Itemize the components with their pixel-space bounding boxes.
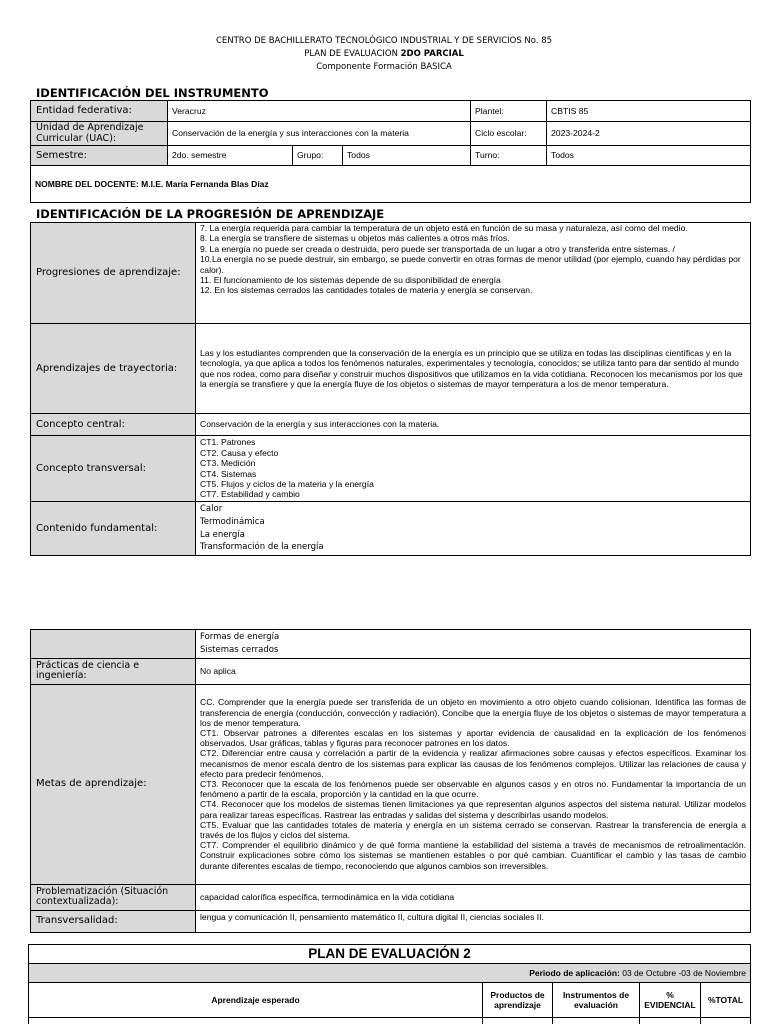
progresiones-label: Progresiones de aprendizaje: xyxy=(31,223,196,324)
instrumento-table xyxy=(30,100,751,203)
transversalidad-value: lengua y comunicación II, pensamiento matemático II, cultura digital II, ciencias sociales II. xyxy=(196,910,751,932)
plan-subtitle-partial: 2DO PARCIAL xyxy=(400,49,464,59)
col-evidencial: % EVIDENCIAL xyxy=(640,983,701,1018)
progresion-item: 9. La energía no puede ser creada o destruida, pero puede ser transportada de un lugar a otro y transferida entre sistemas. / xyxy=(200,243,675,254)
plan-cell xyxy=(483,1018,553,1024)
docente-name: M.I.E. María Fernanda Blas Díaz xyxy=(141,178,269,189)
problematizacion-label: Problematización (Situación contextualizada): xyxy=(31,884,196,910)
continuacion-table xyxy=(30,629,751,933)
plan-evaluacion-table xyxy=(28,944,751,1024)
turno-value: Todos xyxy=(547,146,751,166)
grupo-value: Todos xyxy=(343,146,471,166)
uac-label: Unidad de Aprendizaje Curricular (UAC): xyxy=(31,122,168,146)
practicas-value: No aplica xyxy=(196,658,751,684)
plan-subtitle-prefix: PLAN DE EVALUACION xyxy=(304,49,401,59)
entidad-label: Entidad federativa: xyxy=(31,101,168,122)
docente-row xyxy=(31,166,751,203)
meta-item: CC. Comprender que la energía puede ser transferida de un objeto en movimiento a otro objeto cuando colisionan. Identifica las formas de transferencia de energía (conducción, convección y radiación). Concibe que la energía fluye de los objetos o sistemas de mayor temperatura a los de menor temperatura. xyxy=(200,697,746,728)
metas-list xyxy=(196,684,751,884)
metas-label: Metas de aprendizaje: xyxy=(31,684,196,884)
col-aprendizaje-esperado: Aprendizaje esperado xyxy=(29,983,483,1018)
practicas-label: Prácticas de ciencia e ingeniería: xyxy=(31,658,196,684)
progresion-item: 11. El funcionamiento de los sistemas depende de su disponibilidad de energía xyxy=(200,275,501,286)
transversalidad-label: Transversalidad: xyxy=(31,910,196,932)
contenido-item: Formas de energía xyxy=(200,632,280,642)
contenidos-list xyxy=(196,502,751,556)
progresion-table xyxy=(30,222,751,556)
plan-cell xyxy=(701,1018,751,1024)
problematizacion-value: capacidad calorífica específica, termodinámica en la vida cotidiana xyxy=(196,884,751,910)
concepto-transversal-item: CT5. Flujos y ciclos de la materia y la energía xyxy=(200,478,374,489)
progresiones-list xyxy=(196,223,751,324)
school-name: CENTRO DE BACHILLERATO TECNOLÓGICO INDUSTRIAL Y DE SERVICIOS No. 85 xyxy=(215,36,553,46)
concepto-transversal-item: CT3. Medición xyxy=(200,458,256,469)
progresion-item: 8. La energía se transfiere de sistemas u objetos más calientes a otros más fríos. xyxy=(200,233,510,244)
contenido-item: Transformación de la energía xyxy=(200,542,324,553)
section-title-instrumento: IDENTIFICACIÓN DEL INSTRUMENTO xyxy=(36,86,269,100)
meta-item: CT7. Comprender el equilibrio dinámico y de qué forma mantiene la estabilidad del sistema a través de mecanismos de retroalimentación. Construir explicaciones sobre cómo los sistemas se mantienen estables o por qué cambian. Cuantificar el cambio y las tasas de cambio durante diferentes escalas de tiempo, reconociendo que algunos cambios son irreversibles. xyxy=(200,840,746,871)
trayectoria-value: Las y los estudiantes comprenden que la conservación de la energía es un principio que se utiliza en todas las disciplinas científicas y en la tecnología, ya que aplica a todos los fenómenos naturales, experimentales y tecnología, conocidos; se utiliza tanto para dar sentido al mundo que nos rodea, como para diseñar y construir muchos dispositivos que utilizamos en la vida cotidiana. Reconocen los mecanismos por los que la energía se transfiere y que la energía fluye de los objetos o sistemas de mayor temperatura a los de menor temperatura. xyxy=(196,324,751,414)
concepto-transversal-item: CT1. Patrones xyxy=(200,437,256,448)
concepto-transversal-item: CT4. Sistemas xyxy=(200,468,257,479)
meta-item: CT2. Diferenciar entre causa y correlación a partir de la evidencia y realizar afirmaciones sobre causas y efectos específicos. Examinar los mecanismos de menor escala dentro de los sistemas para explicar las causas de los fenómenos complejos. Utilizar las relaciones de causa y efecto para predecir fenómenos. xyxy=(200,748,746,779)
contenidos-cont-list xyxy=(196,630,751,659)
conceptos-transversales-list xyxy=(196,436,751,502)
plan-cell xyxy=(29,1018,483,1024)
uac-value: Conservación de la energía y sus interacciones con la materia xyxy=(168,122,471,146)
meta-item: CT4. Reconocer que los modelos de sistemas tienen limitaciones ya que representan algunos aspectos del sistema natural. Utilizar modelos para realizar tareas específicas. Rastrear las entradas y salidas del sistema y describirlas usando modelos. xyxy=(200,799,746,820)
col-total: %TOTAL xyxy=(701,983,751,1018)
contenido-item: Termodinámica xyxy=(200,516,265,527)
meta-item: CT3. Reconocer que la escala de los fenómenos puede ser observable en algunos casos y en otros no. Fundamentar la importancia de un fenómeno a partir de la escala, proporción y la cantidad en la que ocurre. xyxy=(200,778,746,800)
ciclo-label: Ciclo escolar: xyxy=(471,122,547,146)
col-productos: Productos de aprendizaje xyxy=(483,983,553,1018)
semestre-value: 2do. semestre xyxy=(168,146,293,166)
contenido-item: La energía xyxy=(200,529,245,540)
progresion-item: 12. En los sistemas cerrados las cantidades totales de materia y energía se conservan. xyxy=(200,285,533,296)
col-instrumentos: Instrumentos de evaluación xyxy=(553,983,640,1018)
grupo-label: Grupo: xyxy=(293,146,343,166)
concepto-transversal-item: CT2. Causa y efecto xyxy=(200,447,279,458)
contenido-label: Contenido fundamental: xyxy=(31,502,196,556)
plan-subtitle xyxy=(0,49,768,59)
periodo-label: Periodo de aplicación: xyxy=(529,967,620,978)
concepto-transversal-item: CT7. Estabilidad y cambio xyxy=(200,489,300,500)
contenido-item: Calor xyxy=(200,504,223,514)
docente-label: NOMBRE DEL DOCENTE: xyxy=(35,178,139,189)
entidad-value: Veracruz xyxy=(168,101,471,122)
ciclo-value: 2023-2024-2 xyxy=(547,122,751,146)
contenido-item: Sistemas cerrados xyxy=(200,644,279,655)
meta-item: CT1. Observar patrones a diferentes escalas en los sistemas y aportar evidencia de causalidad en la explicación de los fenómenos observados. Usar gráficas, tablas y figuras para reconocer patrones en los datos. xyxy=(200,727,746,749)
plan-title: PLAN DE EVALUACIÓN 2 xyxy=(29,945,751,964)
plan-cell xyxy=(640,1018,701,1024)
plantel-label: Plantel: xyxy=(471,101,547,122)
progresion-item: 7. La energía requerida para cambiar la temperatura de un objeto está en función de su masa y naturaleza, así como del medio. xyxy=(200,223,688,233)
concepto-central-label: Concepto central: xyxy=(31,414,196,436)
concepto-transversal-label: Concepto transversal: xyxy=(31,436,196,502)
turno-label: Turno: xyxy=(471,146,547,166)
semestre-label: Semestre: xyxy=(31,146,168,166)
concepto-central-value: Conservación de la energía y sus interacciones con la materia. xyxy=(196,414,751,436)
progresion-item: 10.La energía no se puede destruir, sin embargo, se puede convertir en otras formas de menor utilidad (por ejemplo, cuando hay pérdidas por calor). xyxy=(200,254,741,275)
periodo-value: 03 de Octubre -03 de Noviembre xyxy=(619,967,747,978)
plan-cell xyxy=(553,1018,640,1024)
component-label: Componente Formación BASICA xyxy=(316,62,452,72)
contenido-cont-label xyxy=(31,630,196,659)
section-title-progresion: IDENTIFICACIÓN DE LA PROGRESIÓN DE APRENDIZAJE xyxy=(36,207,385,221)
periodo-row xyxy=(29,964,751,983)
trayectoria-label: Aprendizajes de trayectoria: xyxy=(31,324,196,414)
meta-item: CT5. Evaluar que las cantidades totales de materia y energía en un sistema cerrado se conservan. Rastrear la transferencia de energía a través de los flujos y ciclos del sistema. xyxy=(200,819,746,840)
plantel-value: CBTIS 85 xyxy=(547,101,751,122)
